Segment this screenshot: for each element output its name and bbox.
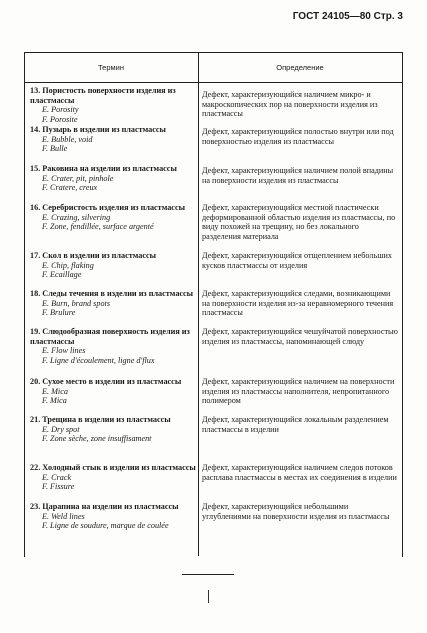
definition-20: Дефект, характеризующийся наличием на поверхности изделия из пластмассы наполнителя, непропитанного полимером xyxy=(202,377,395,406)
definition-19: Дефект, характеризующийся чешуйчатой поверхностью изделия из пластмассы, напоминающей слюду xyxy=(202,327,398,346)
column-divider xyxy=(198,52,199,556)
term-14: 14. Пузырь в изделии из пластмассы E. Bubble, void F. Bulle xyxy=(30,125,166,154)
page-header: ГОСТ 24105—80 Стр. 3 xyxy=(292,11,403,22)
definition-23: Дефект, характеризующийся небольшими углублениями на поверхности изделия из пластмассы xyxy=(202,502,390,521)
definition-18: Дефект, характеризующийся следами, возникающими на поверхности изделия из-за неравномерного течения пластмассы xyxy=(202,289,394,318)
page-tick-mark xyxy=(208,590,209,603)
definition-13: Дефект, характеризующийся наличием микро- и макроскопических пор на поверхности изделия из пластмассы xyxy=(202,90,378,119)
footer-rule xyxy=(182,574,234,575)
term-15: 15. Раковина на изделии из пластмассы E. Crater, pit, pinhole F. Cratere, creux xyxy=(30,164,177,193)
term-column-header: Термин xyxy=(98,63,124,72)
term-18: 18. Следы течения в изделии из пластмассы E. Burn, brand spots F. Brulure xyxy=(30,289,194,318)
term-20: 20. Сухое место в изделии из пластмассы E. Mica F. Mica xyxy=(30,377,182,406)
term-23: 23. Царапина на изделии из пластмассы E. Weld lines F. Ligne de soudure, marque de coulée xyxy=(30,502,179,531)
definition-17: Дефект, характеризующийся отщеплением небольших кусков пластмассы от изделия xyxy=(202,251,392,270)
definition-column-header: Определение xyxy=(276,63,324,72)
definition-22: Дефект, характеризующийся наличием следов потоков расплава пластмассы в местах их соединения в изделии xyxy=(202,463,397,482)
term-22: 22. Холодный стык в изделии из пластмассы E. Crack F. Fissure xyxy=(30,463,196,492)
definition-14: Дефект, характеризующийся полостью внутри или под поверхностью изделия из пластмассы xyxy=(202,127,394,146)
definition-16: Дефект, характеризующийся местной пластически деформированной областью изделия из пластмассы, по виду похожей на трещину, но без локального разделения материала xyxy=(202,203,396,242)
term-13: 13. Пористость поверхности изделия из пластмассы E. Porosity F. Porosite xyxy=(30,86,176,125)
term-16: 16. Серебристость изделия из пластмассы E. Crazing, silvering F. Zone, fendillée, surface argenté xyxy=(30,203,185,232)
header-rule xyxy=(24,82,402,83)
definition-15: Дефект, характеризующийся наличием полой впадины на поверхности изделия из пластмассы xyxy=(202,166,394,185)
term-17: 17. Скол в изделии из пластмассы E. Chip, flaking F. Ecaillage xyxy=(30,251,156,280)
term-19: 19. Слюдообразная поверхность изделия из пластмассы E. Flow lines F. Ligne d'écoulement, ligne d'flux xyxy=(30,327,190,366)
definition-21: Дефект, характеризующийся локальным разделением пластмассы в изделии xyxy=(202,415,389,434)
term-21: 21. Трещина в изделии из пластмассы E. Dry spot F. Zone sèche, zone insuffisament xyxy=(30,415,171,444)
